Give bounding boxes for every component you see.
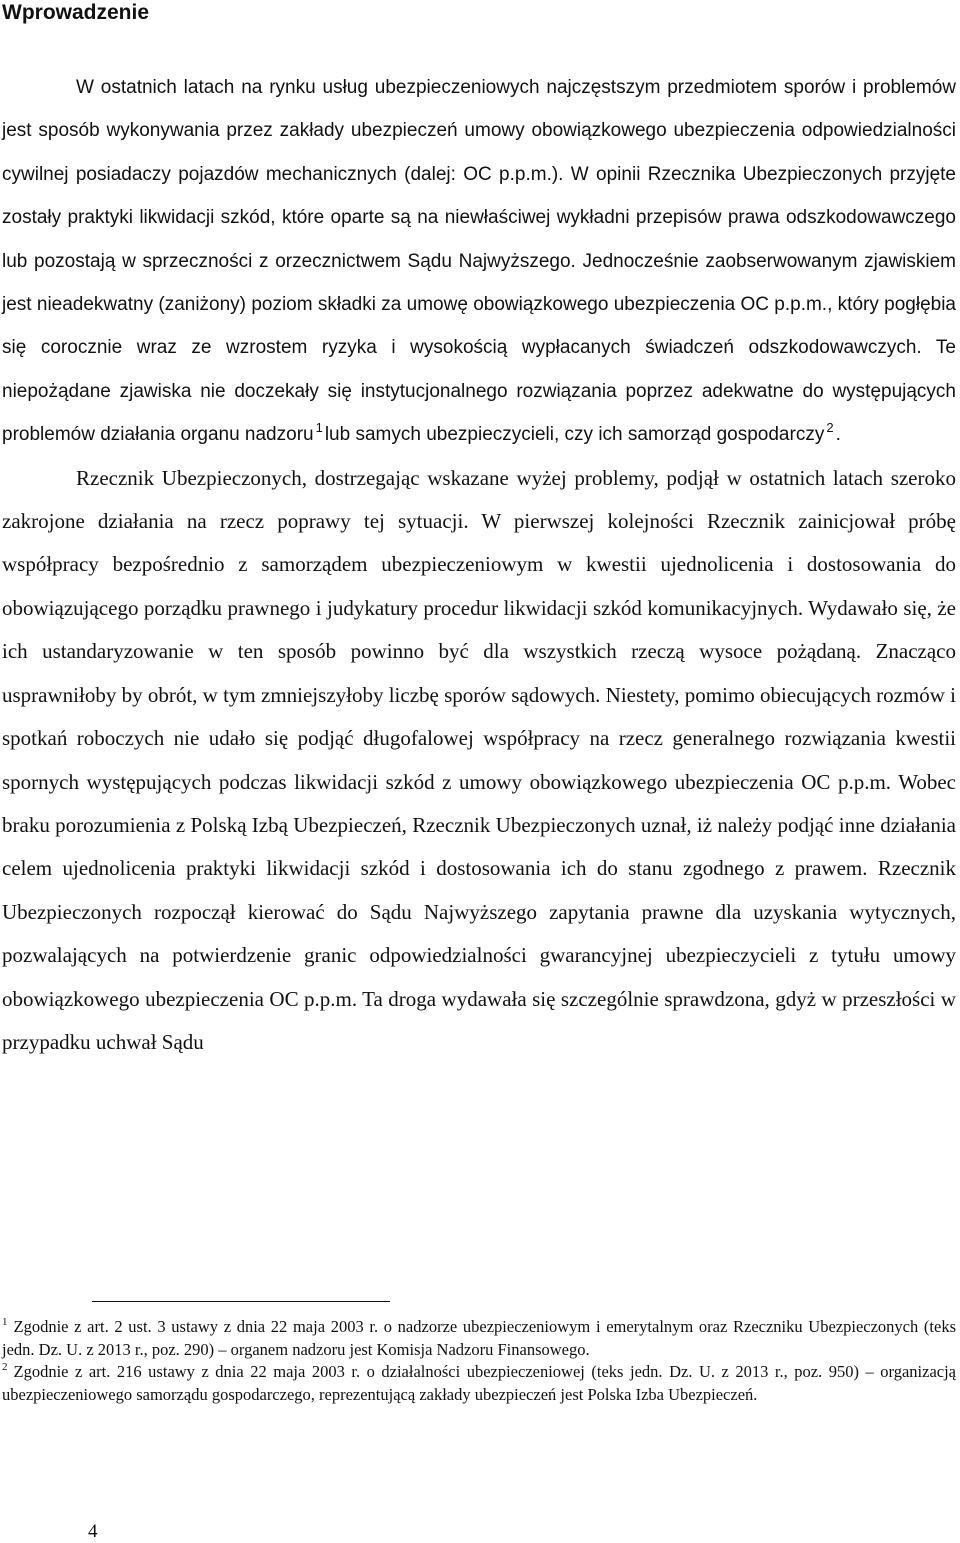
footnote-1 bbox=[2, 1316, 956, 1361]
paragraph-1-text: W ostatnich latach na rynku usług ubezpieczeniowych najczęstszym przedmiotem sporów i problemów jest sposób wykonywania przez zakłady ubezpieczeń umowy obowiązkowego ubezpieczenia odpowiedzialności cywilnej posiadaczy pojazdów mechanicznych (dalej: OC p.p.m.). W opinii Rzecznika Ubezpieczonych przyjęte zostały praktyki likwidacji szkód, które oparte są na niewłaściwej wykładni przepisów prawa odszkodowawczego lub pozostają w sprzeczności z orzecznictwem Sądu Najwyższego. Jednocześnie zaobserwowanym zjawiskiem jest nieadekwatny (zaniżony) poziom składki za umowę obowiązkowego ubezpieczenia OC p.p.m., który pogłębia się corocznie wraz ze wzrostem ryzyka i wysokością wypłacanych świadczeń odszkodowawczych. Te niepożądane zjawiska nie doczekały się instytucjonalnego rozwiązania poprzez adekwatne do występujących problemów działania organu nadzoru bbox=[2, 77, 956, 446]
body-text bbox=[2, 66, 956, 1064]
footnotes bbox=[2, 1316, 956, 1406]
footnote-number-1: 1 bbox=[2, 1316, 8, 1328]
paragraph-1 bbox=[2, 66, 956, 457]
footnote-text-2: Zgodnie z art. 216 ustawy z dnia 22 maja 2003 r. o działalności ubezpieczeniowej (teks jedn. Dz. U. z 2013 r., poz. 950) – organizacją ubezpieczeniowego samorządu gospodarczego, reprezentującą zakłady ubezpieczeń jest Polska Izba Ubezpieczeń. bbox=[2, 1362, 956, 1404]
paragraph-1-end: . bbox=[835, 424, 841, 446]
footnote-text-1: Zgodnie z art. 2 ust. 3 ustawy z dnia 22 maja 2003 r. o nadzorze ubezpieczeniowym i emerytalnym oraz Rzeczniku Ubezpieczonych (teks jedn. Dz. U. z 2013 r., poz. 290) – organem nadzoru jest Komisja Nadzoru Finansowego. bbox=[2, 1317, 956, 1359]
footnote-ref-2: 2 bbox=[826, 420, 834, 436]
footnote-number-2: 2 bbox=[2, 1361, 8, 1373]
page-number: 4 bbox=[88, 1521, 98, 1542]
paragraph-1-text-cont: lub samych ubezpieczycieli, czy ich samorząd gospodarczy bbox=[324, 424, 825, 446]
paragraph-2: Rzecznik Ubezpieczonych, dostrzegając wskazane wyżej problemy, podjął w ostatnich latach szeroko zakrojone działania na rzecz poprawy tej sytuacji. W pierwszej kolejności Rzecznik zainicjował próbę współpracy bezpośrednio z samorządem ubezpieczeniowym w kwestii ujednolicenia i dostosowania do obowiązującego porządku prawnego i judykatury procedur likwidacji szkód komunikacyjnych. Wydawało się, że ich ustandaryzowanie w ten sposób powinno być dla wszystkich rzeczą wysoce pożądaną. Znacząco usprawniłoby by obrót, w tym zmniejszyłoby liczbę sporów sądowych. Niestety, pomimo obiecujących rozmów i spotkań roboczych nie udało się podjąć długofalowej współpracy na rzecz generalnego rozwiązania kwestii spornych występujących podczas likwidacji szkód z umowy obowiązkowego ubezpieczenia OC p.p.m. Wobec braku porozumienia z Polską Izbą Ubezpieczeń, Rzecznik Ubezpieczonych uznał, iż należy podjąć inne działania celem ujednolicenia praktyki likwidacji szkód i dostosowania ich do stanu zgodnego z prawem. Rzecznik Ubezpieczonych rozpoczął kierować do Sądu Najwyższego zapytania prawne dla uzyskania wytycznych, pozwalających na potwierdzenie granic odpowiedzialności gwarancyjnej ubezpieczycieli z tytułu umowy obowiązkowego ubezpieczenia OC p.p.m. Ta droga wydawała się szczególnie sprawdzona, gdyż w przeszłości w przypadku uchwał Sądu bbox=[2, 465, 956, 1054]
footnote-separator bbox=[92, 1301, 390, 1302]
footnote-2 bbox=[2, 1361, 956, 1406]
section-heading: Wprowadzenie bbox=[2, 1, 150, 24]
footnote-ref-1: 1 bbox=[315, 420, 323, 436]
